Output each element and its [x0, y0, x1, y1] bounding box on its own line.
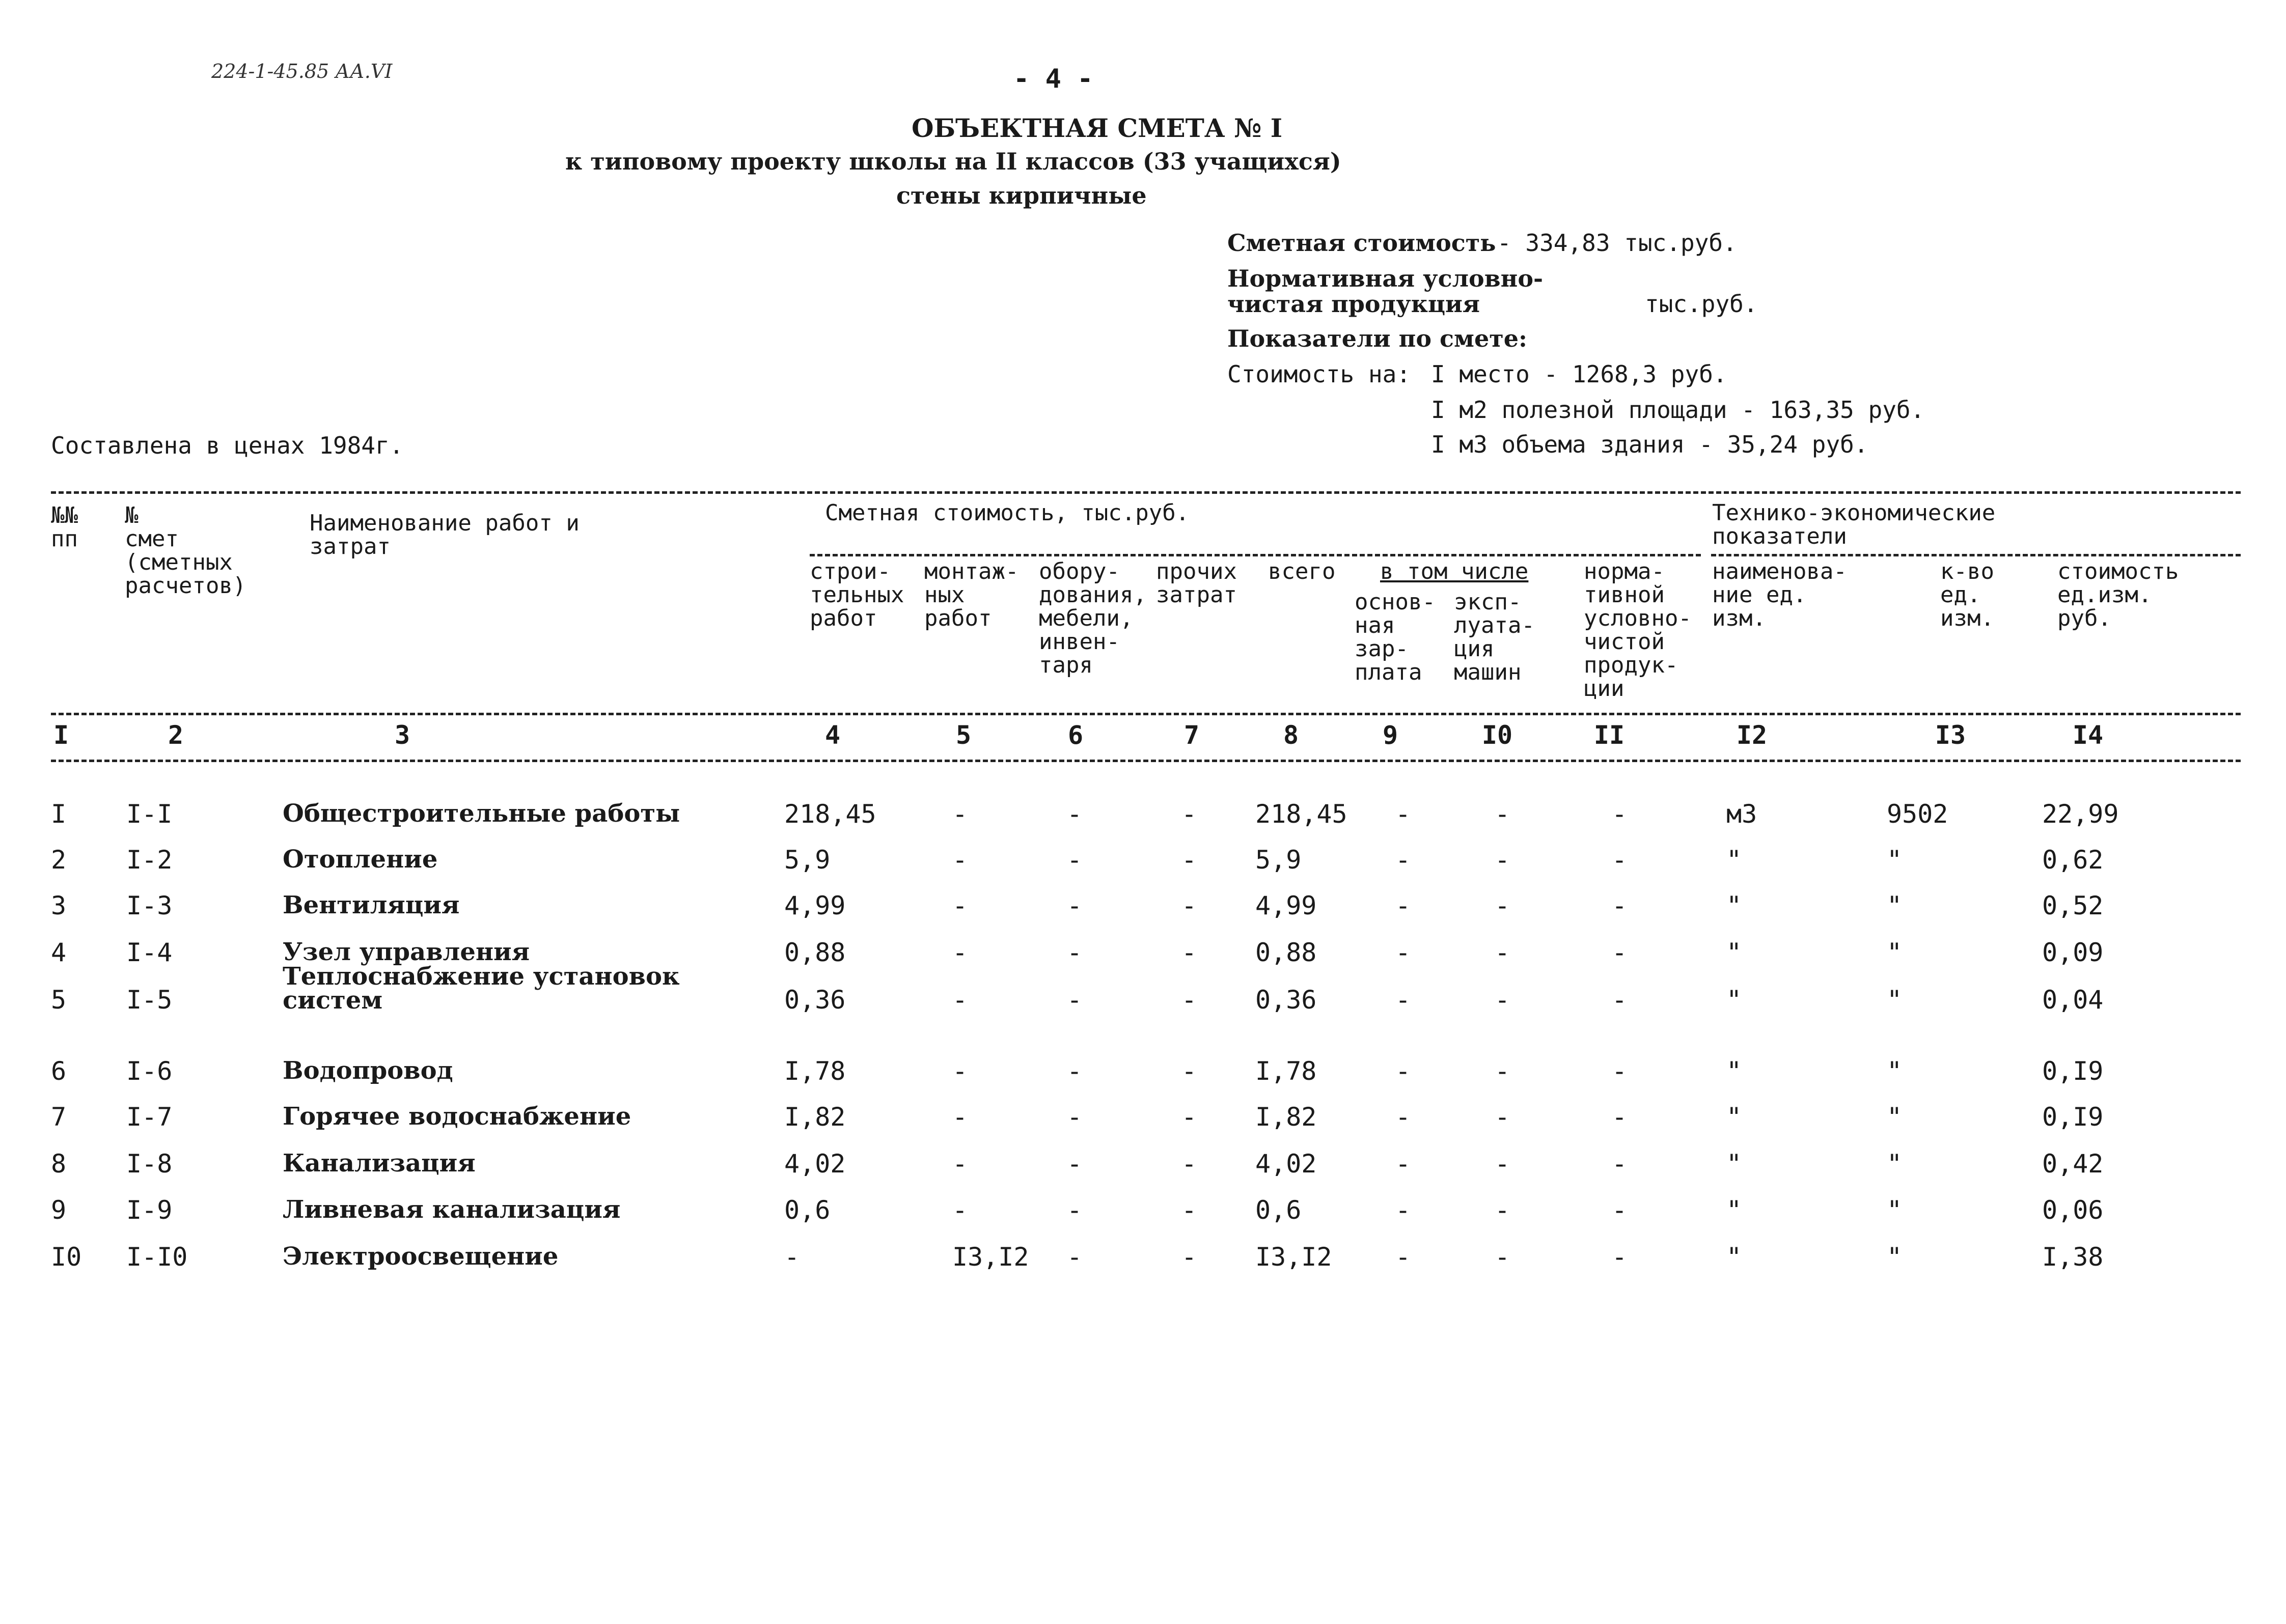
installation-cost: - — [952, 1149, 968, 1179]
col-header-work-name: Наименование работ и затрат — [310, 510, 580, 559]
table-top-rule — [51, 491, 2241, 494]
row-number: 2 — [51, 845, 67, 875]
total-cost: 5,9 — [1255, 845, 1302, 875]
total-cost: I,82 — [1255, 1102, 1317, 1132]
unit-cost: 0,I9 — [2042, 1102, 2104, 1132]
unit-name: " — [1726, 845, 1742, 875]
net-output: - — [1612, 1056, 1628, 1086]
header-group-cost: Сметная стоимость, тыс.руб. — [825, 500, 1190, 526]
work-name: Отопление — [283, 845, 438, 874]
installation-cost: - — [952, 845, 968, 875]
total-cost: 0,88 — [1255, 938, 1317, 967]
unit-cost: I,38 — [2042, 1242, 2104, 1272]
col-header-total: всего — [1268, 558, 1336, 584]
installation-cost: - — [952, 1195, 968, 1225]
cost-group-rule — [810, 554, 1701, 556]
installation-cost: - — [952, 1056, 968, 1086]
unit-name: " — [1726, 938, 1742, 967]
construction-cost: I,78 — [784, 1056, 846, 1086]
col-number: 4 — [824, 720, 841, 750]
unit-qty: " — [1887, 891, 1903, 920]
net-output: - — [1612, 845, 1628, 875]
document-title: ОБЪЕКТНАЯ СМЕТА № I — [912, 113, 1283, 143]
work-name: Горячее водоснабжение — [283, 1102, 631, 1131]
col-header-wages: основ- ная зар- плата — [1355, 589, 1436, 685]
estimate-number: I-I — [126, 799, 173, 829]
estimate-number: I-6 — [126, 1056, 173, 1086]
estimate-number: I-3 — [126, 891, 173, 920]
unit-qty: " — [1887, 938, 1903, 967]
col-number: I4 — [2072, 720, 2104, 750]
equipment-cost: - — [1067, 845, 1083, 875]
unit-cost: 0,62 — [2042, 845, 2104, 875]
row-number: 7 — [51, 1102, 67, 1132]
estimate-number: I-7 — [126, 1102, 173, 1132]
col-header-construction: строи- тельных работ — [810, 558, 904, 631]
wages-cost: - — [1395, 799, 1411, 829]
col-header-estimate-number: № смет (сметных расчетов) — [125, 502, 246, 599]
construction-cost: 0,88 — [784, 938, 846, 967]
unit-qty: 9502 — [1887, 799, 1948, 829]
document-subtitle: к типовому проекту школы на II классов (33 учащихся) — [565, 148, 1341, 175]
unit-name: " — [1726, 1242, 1742, 1272]
row-number: 9 — [51, 1195, 67, 1225]
estimate-number: I-8 — [126, 1149, 173, 1179]
col-header-unit-name: наименова- ние ед. изм. — [1712, 558, 1847, 631]
machines-cost: - — [1495, 799, 1510, 829]
work-name: Вентиляция — [283, 891, 460, 919]
unit-cost: 0,I9 — [2042, 1056, 2104, 1086]
unit-name: " — [1726, 1195, 1742, 1225]
machines-cost: - — [1495, 1195, 1510, 1225]
unit-qty: " — [1887, 1056, 1903, 1086]
net-output: - — [1612, 1195, 1628, 1225]
row-number: I0 — [51, 1242, 82, 1272]
norm-unit: тыс.руб. — [1645, 290, 1758, 318]
col-header-unit-cost: стоимость ед.изм. руб. — [2057, 558, 2179, 631]
net-output: - — [1612, 1149, 1628, 1179]
document-subtitle-walls: стены кирпичные — [896, 182, 1147, 209]
installation-cost: - — [952, 799, 968, 829]
machines-cost: - — [1495, 891, 1510, 920]
installation-cost: - — [952, 1102, 968, 1132]
col-header-other: прочих затрат — [1156, 558, 1237, 608]
col-number: 8 — [1283, 720, 1299, 750]
col-number: 9 — [1382, 720, 1398, 750]
cost-per-place: I место - 1268,3 руб. — [1431, 360, 1727, 388]
other-cost: - — [1181, 1195, 1197, 1225]
net-output: - — [1612, 938, 1628, 967]
construction-cost: 4,99 — [784, 891, 846, 920]
machines-cost: - — [1495, 845, 1510, 875]
other-cost: - — [1181, 845, 1197, 875]
work-name: Узел управления — [283, 938, 530, 966]
unit-qty: " — [1887, 845, 1903, 875]
other-cost: - — [1181, 1056, 1197, 1086]
document-code: 224-1-45.85 АА.VI — [211, 60, 393, 82]
col-header-net-output: норма- тивной условно- чистой продук- ции — [1584, 558, 1692, 702]
col-number: I2 — [1736, 720, 1768, 750]
tech-group-rule — [1711, 554, 2241, 556]
estimate-number: I-2 — [126, 845, 173, 875]
total-cost: 4,99 — [1255, 891, 1317, 920]
net-output: - — [1612, 891, 1628, 920]
other-cost: - — [1181, 891, 1197, 920]
col-number: 6 — [1067, 720, 1084, 750]
unit-name: м3 — [1726, 799, 1757, 829]
unit-qty: " — [1887, 985, 1903, 1015]
col-header-equipment: обору- дования, мебели, инвен- таря — [1039, 558, 1147, 678]
equipment-cost: - — [1067, 985, 1083, 1015]
wages-cost: - — [1395, 1056, 1411, 1086]
norm-label-1: Нормативная условно- — [1227, 265, 1544, 292]
net-output: - — [1612, 1242, 1628, 1272]
work-name: Теплоснабжение установок — [283, 962, 680, 991]
machines-cost: - — [1495, 1056, 1510, 1086]
total-cost: 0,36 — [1255, 985, 1317, 1015]
work-name: Канализация — [283, 1149, 476, 1178]
construction-cost: 0,36 — [784, 985, 846, 1015]
installation-cost: - — [952, 938, 968, 967]
machines-cost: - — [1495, 1102, 1510, 1132]
header-group-tech: Технико-экономические показатели — [1712, 500, 1996, 549]
work-name: Ливневая канализация — [283, 1195, 621, 1224]
unit-name: " — [1726, 1056, 1742, 1086]
unit-qty: " — [1887, 1102, 1903, 1132]
unit-qty: " — [1887, 1195, 1903, 1225]
estimate-number: I-I0 — [126, 1242, 188, 1272]
norm-label-2: чистая продукция — [1227, 290, 1480, 318]
equipment-cost: - — [1067, 891, 1083, 920]
equipment-cost: - — [1067, 1149, 1083, 1179]
total-cost: 4,02 — [1255, 1149, 1317, 1179]
work-name: Водопровод — [283, 1056, 453, 1085]
unit-cost: 0,09 — [2042, 938, 2104, 967]
other-cost: - — [1181, 1242, 1197, 1272]
unit-name: " — [1726, 891, 1742, 920]
equipment-cost: - — [1067, 1195, 1083, 1225]
page-number: - 4 - — [1013, 64, 1093, 94]
construction-cost: 0,6 — [784, 1195, 831, 1225]
row-number: 5 — [51, 985, 67, 1015]
col-header-unit-qty: к-во ед. изм. — [1940, 558, 1994, 631]
wages-cost: - — [1395, 891, 1411, 920]
row-number: I — [51, 799, 67, 829]
col-number: 3 — [394, 720, 410, 750]
col-number: I3 — [1935, 720, 1966, 750]
wages-cost: - — [1395, 1149, 1411, 1179]
estimate-number: I-4 — [126, 938, 173, 967]
cost-label: Сметная стоимость — [1227, 229, 1496, 257]
construction-cost: 4,02 — [784, 1149, 846, 1179]
construction-cost: - — [784, 1242, 800, 1272]
column-number-rule — [51, 760, 2241, 762]
machines-cost: - — [1495, 1149, 1510, 1179]
header-bottom-rule — [51, 713, 2241, 715]
equipment-cost: - — [1067, 1242, 1083, 1272]
equipment-cost: - — [1067, 799, 1083, 829]
unit-cost: 0,42 — [2042, 1149, 2104, 1179]
unit-cost: 0,06 — [2042, 1195, 2104, 1225]
unit-name: " — [1726, 1149, 1742, 1179]
compiled-note: Составлена в ценах 1984г. — [51, 432, 404, 459]
other-cost: - — [1181, 1102, 1197, 1132]
wages-cost: - — [1395, 1242, 1411, 1272]
col-header-machines: эксп- луата- ция машин — [1454, 589, 1535, 685]
net-output: - — [1612, 985, 1628, 1015]
machines-cost: - — [1495, 938, 1510, 967]
indicators-label: Показатели по смете: — [1227, 325, 1527, 352]
other-cost: - — [1181, 1149, 1197, 1179]
cost-per-label: Стоимость на: — [1227, 360, 1411, 388]
col-header-installation: монтаж- ных работ — [924, 558, 1019, 631]
unit-cost: 0,04 — [2042, 985, 2104, 1015]
col-number: I0 — [1481, 720, 1513, 750]
total-cost: 218,45 — [1255, 799, 1347, 829]
row-number: 6 — [51, 1056, 67, 1086]
unit-name: " — [1726, 1102, 1742, 1132]
row-number: 8 — [51, 1149, 67, 1179]
col-number: 5 — [955, 720, 972, 750]
unit-cost: 0,52 — [2042, 891, 2104, 920]
estimate-number: I-9 — [126, 1195, 173, 1225]
construction-cost: 5,9 — [784, 845, 831, 875]
machines-cost: - — [1495, 1242, 1510, 1272]
unit-qty: " — [1887, 1149, 1903, 1179]
installation-cost: - — [952, 985, 968, 1015]
wages-cost: - — [1395, 985, 1411, 1015]
total-cost: I3,I2 — [1255, 1242, 1332, 1272]
header-group-including: в том числе — [1380, 558, 1529, 584]
equipment-cost: - — [1067, 938, 1083, 967]
col-number: 7 — [1183, 720, 1200, 750]
cost-per-m2: I м2 полезной площади - 163,35 руб. — [1431, 396, 1925, 424]
work-name: Общестроительные работы — [283, 799, 680, 828]
other-cost: - — [1181, 938, 1197, 967]
cost-per-m3: I м3 объема здания - 35,24 руб. — [1431, 431, 1868, 458]
unit-cost: 22,99 — [2042, 799, 2119, 829]
col-number: I — [53, 720, 69, 750]
equipment-cost: - — [1067, 1056, 1083, 1086]
unit-qty: " — [1887, 1242, 1903, 1272]
other-cost: - — [1181, 799, 1197, 829]
construction-cost: 218,45 — [784, 799, 876, 829]
total-cost: 0,6 — [1255, 1195, 1302, 1225]
row-number: 3 — [51, 891, 67, 920]
estimate-number: I-5 — [126, 985, 173, 1015]
wages-cost: - — [1395, 1102, 1411, 1132]
installation-cost: I3,I2 — [952, 1242, 1029, 1272]
unit-name: " — [1726, 985, 1742, 1015]
col-number: II — [1593, 720, 1625, 750]
equipment-cost: - — [1067, 1102, 1083, 1132]
other-cost: - — [1181, 985, 1197, 1015]
wages-cost: - — [1395, 1195, 1411, 1225]
wages-cost: - — [1395, 845, 1411, 875]
work-name-continued: систем — [283, 986, 383, 1015]
col-number: 2 — [168, 720, 184, 750]
installation-cost: - — [952, 891, 968, 920]
net-output: - — [1612, 1102, 1628, 1132]
machines-cost: - — [1495, 985, 1510, 1015]
work-name: Электроосвещение — [283, 1242, 559, 1271]
net-output: - — [1612, 799, 1628, 829]
wages-cost: - — [1395, 938, 1411, 967]
cost-value: - 334,83 тыс.руб. — [1497, 229, 1737, 257]
construction-cost: I,82 — [784, 1102, 846, 1132]
row-number: 4 — [51, 938, 67, 967]
col-header-row-number: №№ пп — [51, 502, 78, 552]
total-cost: I,78 — [1255, 1056, 1317, 1086]
